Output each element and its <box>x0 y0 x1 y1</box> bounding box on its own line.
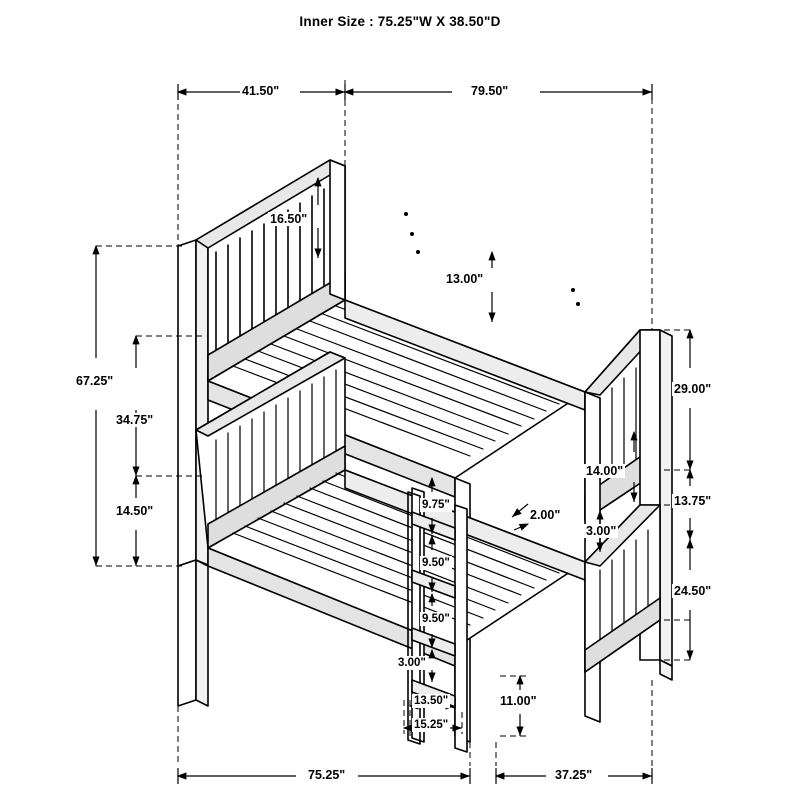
dim-right-upper-section: 29.00" <box>674 382 712 396</box>
dim-ladder-step-3: 9.50" <box>422 613 450 625</box>
dim-ladder-bottom: 3.00" <box>398 657 426 669</box>
dim-right-lower-section: 24.50" <box>674 584 712 598</box>
dim-top-left-span: 41.50" <box>242 84 280 98</box>
dim-end-rail-height: 14.00" <box>586 464 624 478</box>
dim-ladder-width-inner: 13.50" <box>414 695 449 707</box>
dim-upper-rail-to-deck: 13.00" <box>446 272 484 286</box>
dim-overall-height: 67.25" <box>76 374 114 388</box>
dim-ladder-width-outer: 15.25" <box>414 719 449 731</box>
dim-slat-thickness: 2.00" <box>530 508 561 522</box>
dim-upper-deck-height: 34.75" <box>116 413 154 427</box>
dim-ladder-step-2: 9.50" <box>422 557 450 569</box>
page-title: Inner Size : 75.25"W X 38.50"D <box>299 14 501 29</box>
dim-bottom-left-span: 75.25" <box>308 768 346 782</box>
dim-top-right-span: 79.50" <box>471 84 509 98</box>
dim-ladder-step-1: 9.75" <box>422 499 450 511</box>
dim-lower-deck-height: 14.50" <box>116 504 154 518</box>
dim-upper-guardrail: 16.50" <box>270 212 308 226</box>
dim-bottom-right-span: 37.25" <box>555 768 593 782</box>
dim-ground-clearance: 11.00" <box>500 694 537 708</box>
dim-right-middle-section: 13.75" <box>674 494 712 508</box>
dim-rail-thickness: 3.00" <box>586 524 617 538</box>
